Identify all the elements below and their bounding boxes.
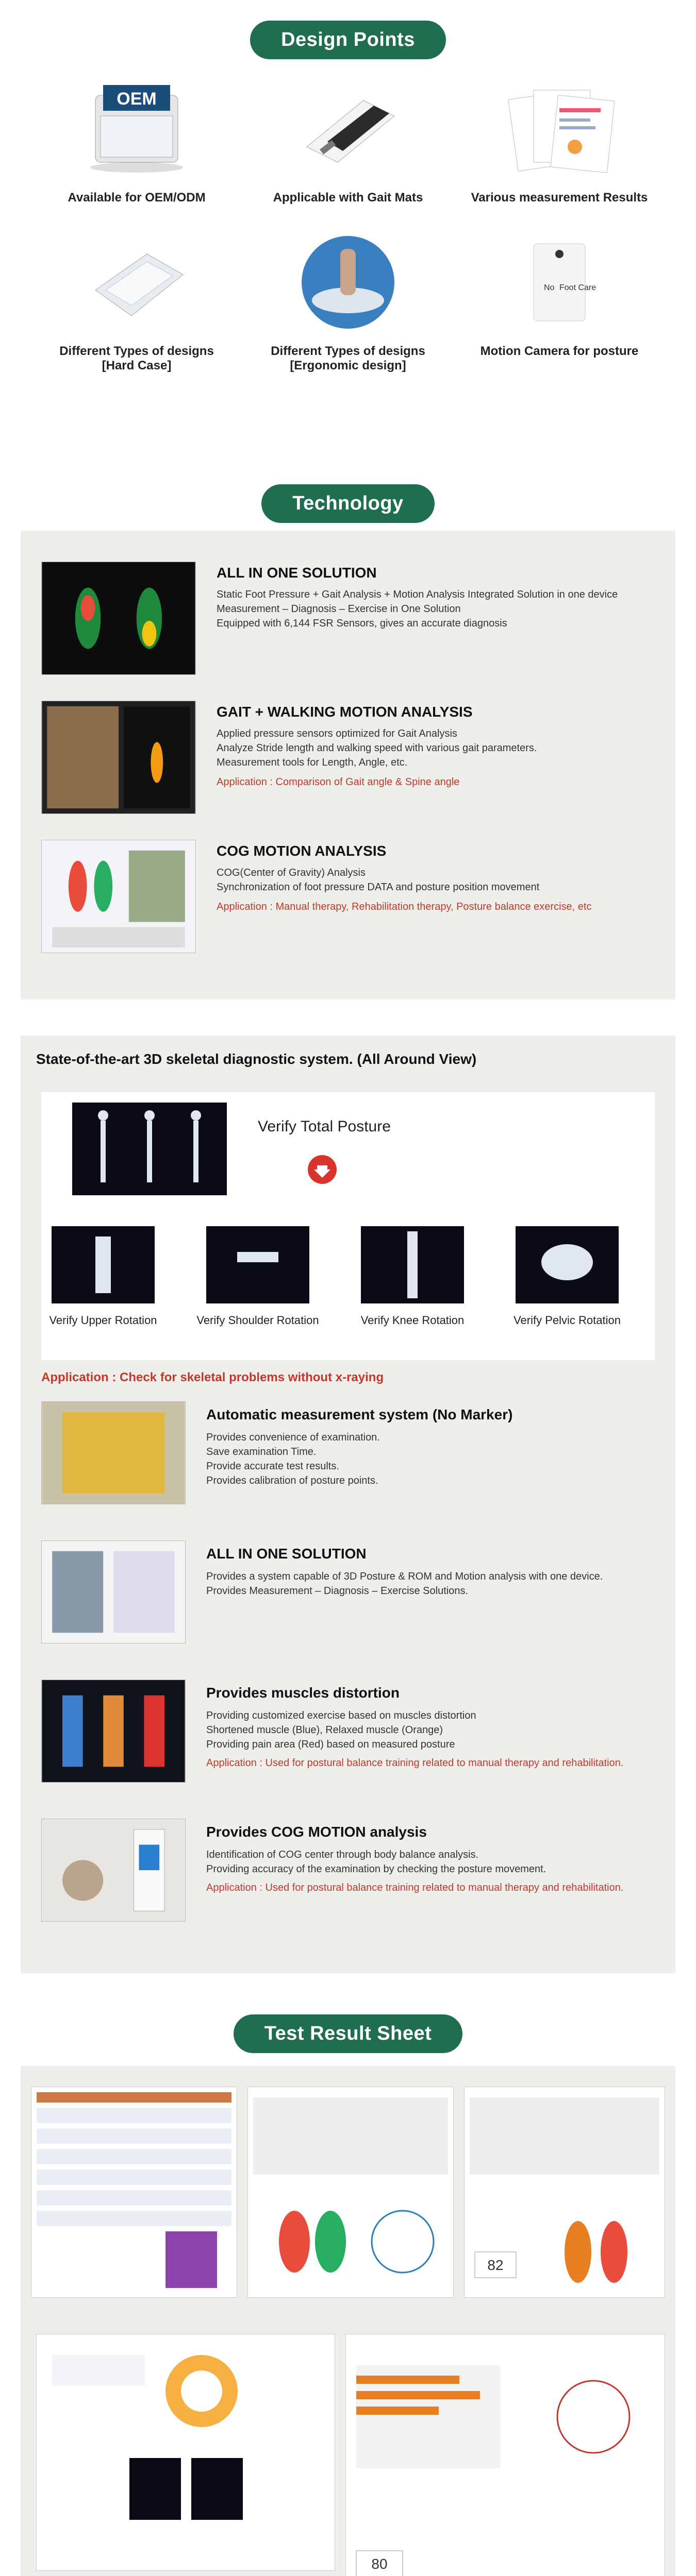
sheet-analysis-image [346,2334,665,2576]
skel-application: Application : Used for postural balance training related to manual therapy and rehabilitation. [206,1882,624,1893]
skel-line: Providing accuracy of the examination by checking the posture movement. [206,1863,546,1875]
tech-row-all-in-one [41,562,655,675]
foot-pressure-screenshot [41,562,196,675]
skel-heading: Automatic measurement system (No Marker) [206,1406,513,1422]
design-point-oem [31,77,242,205]
cog-analysis-image [41,1819,186,1922]
result-sheet-4 [36,2334,335,2571]
skel-line: Provide accurate test results. [206,1461,339,1472]
result-sheet-3 [464,2087,665,2298]
verify-total-label: Verify Total Posture [258,1118,391,1135]
cog-motion-screenshot [41,840,196,953]
rotation-label: Verify Pelvic Rotation [513,1314,621,1327]
tech-heading: ALL IN ONE SOLUTION [217,565,377,581]
shoulder-rotation-image [206,1226,309,1303]
skel-line: Provides convenience of examination. [206,1432,380,1443]
test-result-panel [21,2066,675,2576]
tech-row-cog [41,840,655,953]
skel-row-all-in-one [41,1540,655,1680]
design-point-caption: Different Types of designs [Hard Case] [59,344,214,372]
design-points-section [0,0,696,459]
tech-heading: COG MOTION ANALYSIS [217,843,387,859]
gait-analysis-screenshot [41,701,196,814]
skel-line: Identification of COG center through body balance analysis. [206,1849,479,1860]
technology-title: Technology [261,484,434,523]
automatic-measure-image [41,1401,186,1504]
test-result-title: Test Result Sheet [234,2014,463,2053]
skeletal-application: Application : Check for skeletal problems without x-raying [41,1370,384,1384]
tech-line: Measurement tools for Length, Angle, etc. [217,757,408,768]
upper-rotation-image [52,1226,155,1303]
design-point-gait-mats [242,77,454,205]
tech-line: Analyze Stride length and walking speed with various gait parameters. [217,742,537,754]
skeleton-total-image [72,1103,227,1195]
rotation-label: Verify Upper Rotation [49,1314,157,1327]
skeletal-card [41,1092,655,1360]
skel-line: Provides a system capable of 3D Posture & ROM and Motion analysis with one device. [206,1571,603,1582]
skeletal-section [21,1036,675,1973]
skel-line: Provides Measurement – Diagnosis – Exercise Solutions. [206,1585,469,1597]
skel-application: Application : Used for postural balance training related to manual therapy and rehabilitation. [206,1757,624,1769]
skel-row-muscles [41,1680,655,1819]
tech-line: COG(Center of Gravity) Analysis [217,867,366,878]
svg-text:Foot Care: Foot Care [559,283,596,292]
skel-line: Shortened muscle (Blue), Relaxed muscle (Orange) [206,1724,443,1736]
skel-row-automatic [41,1401,655,1540]
design-point-ergonomic [242,231,454,373]
technology-section [21,459,675,999]
hard-case-image [80,233,193,331]
all-in-one-image [41,1540,186,1643]
design-point-caption: Various measurement Results [471,191,648,205]
motion-camera-image [503,233,616,331]
design-point-hard-case [31,231,242,373]
skel-line: Providing pain area (Red) based on measured posture [206,1739,455,1750]
design-point-camera [454,231,665,373]
gait-mat-image [291,80,405,178]
svg-text:80: 80 [371,2556,388,2572]
skel-heading: Provides muscles distortion [206,1685,400,1701]
skel-heading: Provides COG MOTION analysis [206,1824,427,1840]
skeletal-title: State-of-the-art 3D skeletal diagnostic system. (All Around View) [36,1051,477,1067]
arrow-down-icon [307,1154,338,1185]
tech-line: Applied pressure sensors optimized for Gait Analysis [217,728,457,739]
svg-text:82: 82 [487,2257,504,2273]
tech-line: Synchronization of foot pressure DATA and posture position movement [217,882,540,893]
sheet-table-image [31,2087,237,2297]
tech-heading: GAIT + WALKING MOTION ANALYSIS [217,704,473,720]
skel-heading: ALL IN ONE SOLUTION [206,1546,367,1562]
sheet-foot-image [248,2087,453,2297]
ergonomic-design-image [291,233,405,331]
design-point-caption: Motion Camera for posture [480,344,639,358]
design-point-caption: Available for OEM/ODM [68,191,206,205]
skel-line: Provides calibration of posture points. [206,1475,378,1486]
svg-text:OEM: OEM [117,89,157,109]
sheet-score-image [465,2087,665,2297]
tech-row-gait [41,701,655,814]
tech-line: Static Foot Pressure + Gait Analysis + Motion Analysis Integrated Solution in one device [217,589,618,600]
results-sheets-image [503,80,616,178]
pelvic-rotation-image [516,1226,619,1303]
test-result-section [0,1994,696,2576]
oem-box-image [80,80,193,178]
result-sheet-2 [247,2087,454,2298]
tech-line: Measurement – Diagnosis – Exercise in One Solution [217,603,461,615]
result-sheet-5 [345,2334,665,2576]
skel-line: Save examination Time. [206,1446,317,1458]
svg-text:No: No [544,283,555,292]
rotation-label: Verify Knee Rotation [360,1314,465,1327]
tech-application: Application : Manual therapy, Rehabilitation therapy, Posture balance exercise, etc [217,901,592,912]
sheet-posture-image [37,2334,335,2570]
skel-line: Providing customized exercise based on muscles distortion [206,1710,476,1721]
technology-panel [21,531,675,999]
knee-rotation-image [361,1226,464,1303]
result-sheet-1 [31,2087,237,2298]
rotation-label: Verify Shoulder Rotation [196,1314,319,1327]
tech-application: Application : Comparison of Gait angle & Spine angle [217,776,460,788]
muscles-distortion-image [41,1680,186,1783]
tech-line: Equipped with 6,144 FSR Sensors, gives an accurate diagnosis [217,618,507,629]
skel-row-cog [41,1819,655,1958]
design-point-caption: Applicable with Gait Mats [273,191,423,205]
design-point-results [454,77,665,205]
design-points-title: Design Points [250,21,446,59]
design-point-caption: Different Types of designs [Ergonomic design] [271,344,425,372]
